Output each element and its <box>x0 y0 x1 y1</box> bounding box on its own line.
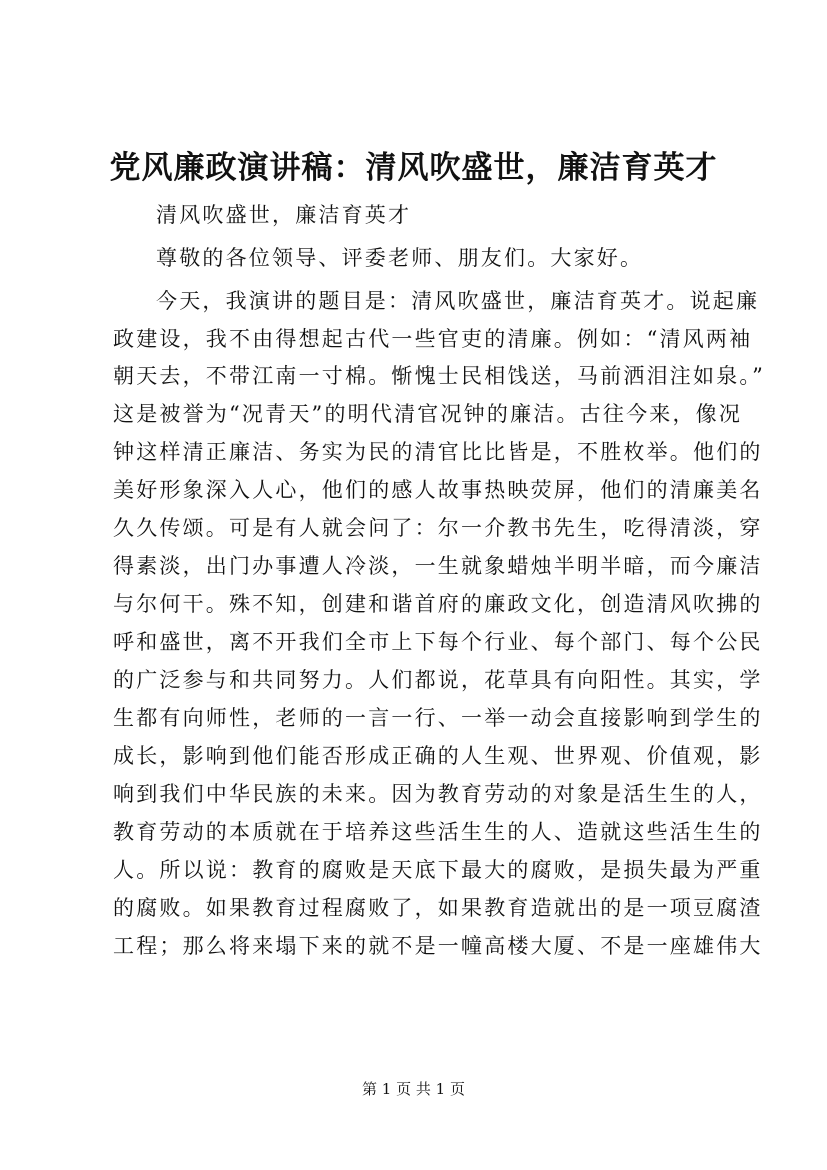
body-line: 成长，影响到他们能否形成正确的人生观、世界观、价值观，影 <box>113 744 763 768</box>
body-line: 得素淡，出门办事遭人冷淡，一生就象蜡烛半明半暗，而今廉洁 <box>113 554 763 578</box>
body-line: 与尔何干。殊不知，创建和谐首府的廉政文化，创造清风吹拂的 <box>113 592 763 616</box>
document-title: 党风廉政演讲稿：清风吹盛世，廉洁育英才 <box>109 150 718 186</box>
body-line: 生都有向师性，老师的一言一行、一举一动会直接影响到学生的 <box>113 706 763 730</box>
body-line: 人。所以说：教育的腐败是天底下最大的腐败，是损失最为严重 <box>113 858 763 882</box>
body-line: 久久传颂。可是有人就会问了：尔一介教书先生，吃得清淡，穿 <box>113 516 763 540</box>
body-line: 工程；那么将来塌下来的就不是一幢高楼大厦、不是一座雄伟大 <box>113 934 763 958</box>
body-line: 朝天去，不带江南一寸棉。惭愧士民相饯送，马前洒泪注如泉。” <box>113 364 766 388</box>
greeting: 尊敬的各位领导、评委老师、朋友们。大家好。 <box>156 246 644 270</box>
body-line: 的广泛参与和共同努力。人们都说，花草具有向阳性。其实，学 <box>113 668 763 692</box>
body-line: 响到我们中华民族的未来。因为教育劳动的对象是活生生的人， <box>113 782 763 806</box>
body-line: 呼和盛世，离不开我们全市上下每个行业、每个部门、每个公民 <box>113 630 763 654</box>
body-line: 今天，我演讲的题目是：清风吹盛世，廉洁育英才。说起廉 <box>156 289 760 313</box>
body-line: 美好形象深入人心，他们的感人故事热映荧屏，他们的清廉美名 <box>113 478 763 502</box>
page-footer: 第 1 页 共 1 页 <box>362 1080 465 1098</box>
body-line: 钟这样清正廉洁、务实为民的清官比比皆是，不胜枚举。他们的 <box>113 440 763 464</box>
body-line: 教育劳动的本质就在于培养这些活生生的人、造就这些活生生的 <box>113 820 763 844</box>
body-line: 的腐败。如果教育过程腐败了，如果教育造就出的是一项豆腐渣 <box>113 896 763 920</box>
subtitle: 清风吹盛世，廉洁育英才 <box>156 203 412 227</box>
body-line: 政建设，我不由得想起古代一些官吏的清廉。例如：“清风两袖 <box>113 327 753 351</box>
body-line: 这是被誉为“况青天”的明代清官况钟的廉洁。古往今来，像况 <box>113 402 743 426</box>
